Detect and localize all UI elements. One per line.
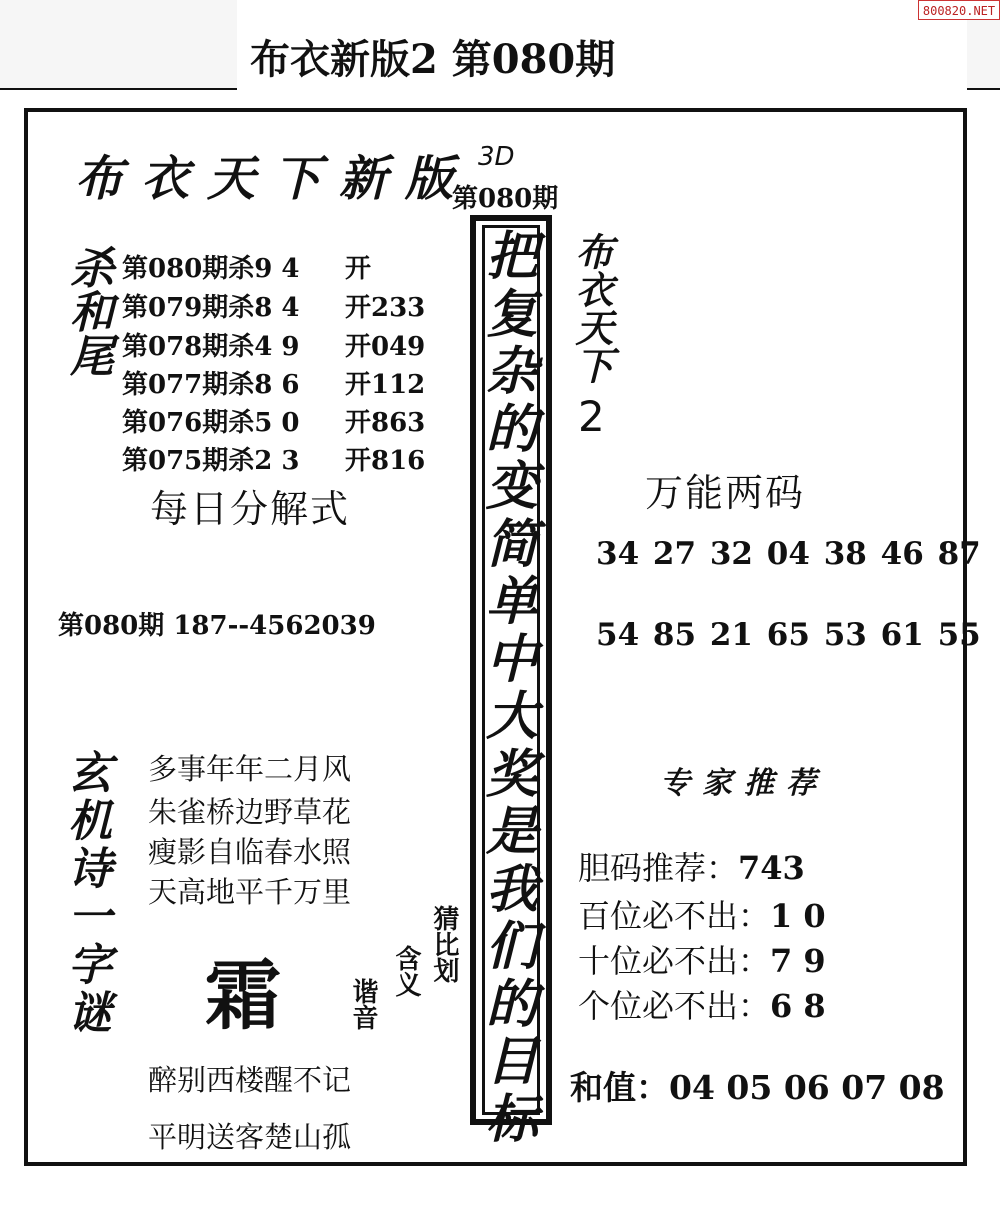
kill-row-open: 开816 [345,446,426,476]
poem-line: 瘦影自临春水照 [148,835,352,869]
kill-row-issue: 第076期杀5 0 [122,408,300,438]
sum-label: 和值： [570,1068,669,1107]
hint-guess-strokes: 猜比划 [429,905,459,983]
rec-value: 743 [738,849,805,887]
kill-row-issue: 第080期杀9 4 [122,254,300,284]
poem-line: 平明送客楚山孤 [148,1120,352,1154]
rec-label: 个位必不出： [578,987,771,1025]
riddle-answer: 霜 [205,951,281,1040]
kill-row-open: 开049 [345,332,426,362]
brand-vertical-number: 2 [578,392,605,441]
sum-value-line [570,1062,945,1109]
kill-row-open: 开112 [345,370,426,400]
rec-line [578,981,826,1027]
kill-row-open: 开863 [345,408,426,438]
rec-label: 胆码推荐： [578,849,739,887]
kill-row-open: 开233 [345,293,426,323]
poem-line: 醉别西楼醒不记 [148,1063,352,1097]
kill-row-issue: 第075期杀2 3 [122,446,300,476]
rec-line [578,843,805,889]
rec-line [578,891,826,937]
poem-line: 天高地平千万里 [148,875,352,909]
rec-value: 1 0 [770,897,826,935]
brand-vertical: 布衣天下 [569,232,614,384]
lottery-type-tag: 3D [478,142,515,172]
daily-formula-line: 第080期 187--4562039 [58,611,376,641]
two-codes-line: 34 27 32 04 38 46 87 [596,536,981,572]
slogan-text: 把复杂的变简单中大奖是我们的目标 [485,226,538,1150]
kill-tail-label: 杀和尾 [62,245,113,377]
two-codes-label: 万能两码 [645,471,806,515]
kill-row-open: 开 [345,254,372,284]
brand-title: 布衣天下新版 [75,151,472,207]
two-codes-line: 54 85 21 65 53 61 55 [596,617,981,653]
issue-number: 第080期 [452,184,559,214]
hint-homophone: 谐音 [348,978,378,1030]
poem-line: 朱雀桥边野草花 [148,795,352,829]
rec-value: 7 9 [770,942,826,980]
site-watermark[interactable]: 800820.NET [918,0,1000,20]
daily-formula-label: 每日分解式 [150,487,351,531]
poem-line: 多事年年二月风 [148,752,352,786]
expert-recommend-label: 专家推荐 [660,766,828,801]
rec-line [578,936,826,982]
kill-row-issue: 第078期杀4 9 [122,332,300,362]
rec-label: 百位必不出： [578,897,771,935]
rec-label: 十位必不出： [578,942,771,980]
kill-row-issue: 第077期杀8 6 [122,370,300,400]
rec-value: 6 8 [770,987,826,1025]
kill-row-issue: 第079期杀8 4 [122,293,300,323]
hint-meaning: 含义 [391,945,421,997]
page-title: 布衣新版2 第080期 [250,36,616,83]
poem-riddle-label: 玄机诗一字谜 [68,748,112,1039]
sum-value: 04 05 06 07 08 [669,1068,945,1107]
